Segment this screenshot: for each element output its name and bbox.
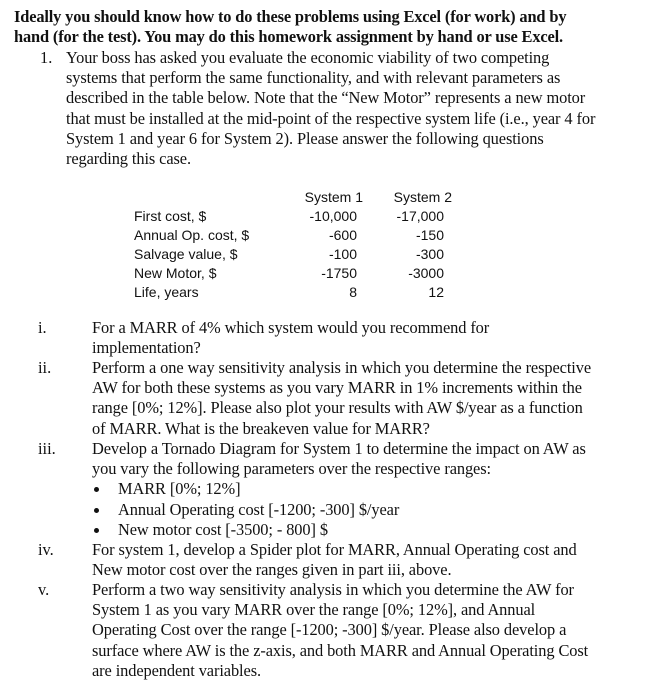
subquestion-body <box>92 439 668 540</box>
system-1-value: -10,000 <box>309 208 357 224</box>
subquestion-line: System 1 as you vary MARR over the range [0%; 12%], and Annual <box>92 600 536 620</box>
system-1-value: -100 <box>328 246 357 262</box>
system-2-value: 12 <box>428 284 444 300</box>
subquestion-numeral: ii. <box>38 358 52 377</box>
question-line: regarding this case. <box>66 149 191 169</box>
subquestion-body <box>92 540 668 580</box>
intro-instructions <box>14 7 664 47</box>
row-label: Life, years <box>134 284 199 300</box>
table-row <box>134 283 454 302</box>
subquestion-iii <box>38 439 668 540</box>
list-item-text: Annual Operating cost [-1200; -300] $/year <box>118 499 400 519</box>
table-header-row <box>134 188 454 207</box>
table-row <box>134 264 454 283</box>
subquestion-i <box>38 318 668 358</box>
subquestion-line: surface where AW is the z-axis, and both MARR and Annual Operating Cost <box>92 640 589 660</box>
intro-line: hand (for the test). You may do this homework assignment by hand or use Excel. <box>14 27 563 46</box>
subquestion-line: Perform a two way sensitivity analysis in which you determine the AW for <box>92 580 574 599</box>
question-1 <box>40 48 665 169</box>
bullet-icon <box>94 508 99 513</box>
subquestion-line: Develop a Tornado Diagram for System 1 to determine the impact on AW as <box>92 439 586 458</box>
list-item <box>92 520 668 540</box>
header-system-2: System 2 <box>393 189 452 205</box>
subquestion-numeral: i. <box>38 318 47 337</box>
subquestion-line: you vary the following parameters over the respective ranges: <box>92 459 491 479</box>
subquestion-numeral: iv. <box>38 540 54 559</box>
subquestion-line: of MARR. What is the breakeven value for MARR? <box>92 418 430 438</box>
list-item <box>92 479 668 499</box>
system-2-value: -150 <box>415 227 444 243</box>
row-label: New Motor, $ <box>134 265 217 281</box>
parameters-table <box>134 188 454 302</box>
subquestion-line: Operating Cost over the range [-1200; -300] $/year. Please also develop a <box>92 620 567 640</box>
subquestion-line: implementation? <box>92 338 201 358</box>
table-row <box>134 207 454 226</box>
system-1-value: -600 <box>328 227 357 243</box>
question-line: System 1 and year 6 for System 2). Please answer the following questions <box>66 128 544 148</box>
table-row <box>134 226 454 245</box>
subquestion-iv <box>38 540 668 580</box>
question-line: described in the table below. Note that the “New Motor” represents a new motor <box>66 88 586 108</box>
subquestion-line: AW for both these systems as you vary MARR in 1% increments within the <box>92 378 582 398</box>
parameter-ranges-list <box>92 479 668 540</box>
header-system-1: System 1 <box>304 189 363 205</box>
question-line: that must be installed at the mid-point of the respective system life (i.e., year 4 for <box>66 108 596 128</box>
bullet-icon <box>94 528 99 533</box>
subquestion-line: are independent variables. <box>92 660 261 680</box>
subquestion-v <box>38 580 668 681</box>
question-line: Your boss has asked you evaluate the economic viability of two competing <box>66 48 550 67</box>
list-item-text: MARR [0%; 12%] <box>118 479 241 499</box>
bullet-icon <box>94 487 99 492</box>
subquestion-ii <box>38 358 668 439</box>
question-body <box>66 48 665 169</box>
list-item-text: New motor cost [-3500; - 800] $ <box>118 519 328 539</box>
subquestion-line: Perform a one way sensitivity analysis in which you determine the respective <box>92 358 592 377</box>
subquestion-line: range [0%; 12%]. Please also plot your results with AW $/year as a function <box>92 398 583 418</box>
table-row <box>134 245 454 264</box>
row-label: Annual Op. cost, $ <box>134 227 250 243</box>
row-label: Salvage value, $ <box>134 246 238 262</box>
row-label: First cost, $ <box>134 208 207 224</box>
system-1-value: -1750 <box>321 265 357 281</box>
subquestion-line: For a MARR of 4% which system would you recommend for <box>92 318 490 337</box>
subquestion-numeral: v. <box>38 580 50 599</box>
question-number: 1. <box>40 48 53 67</box>
system-2-value: -17,000 <box>396 208 444 224</box>
list-item <box>92 500 668 520</box>
question-line: systems that perform the same functionality, and with relevant parameters as <box>66 68 561 88</box>
subquestion-line: New motor cost over the ranges given in part iii, above. <box>92 560 452 580</box>
subquestion-numeral: iii. <box>38 439 56 458</box>
system-2-value: -300 <box>415 246 444 262</box>
subquestion-body <box>92 358 668 439</box>
intro-line: Ideally you should know how to do these problems using Excel (for work) and by <box>14 7 567 26</box>
subquestion-line: For system 1, develop a Spider plot for MARR, Annual Operating cost and <box>92 540 577 559</box>
subquestion-body <box>92 580 668 681</box>
system-1-value: 8 <box>349 284 357 300</box>
system-2-value: -3000 <box>408 265 444 281</box>
subquestion-body <box>92 318 668 358</box>
